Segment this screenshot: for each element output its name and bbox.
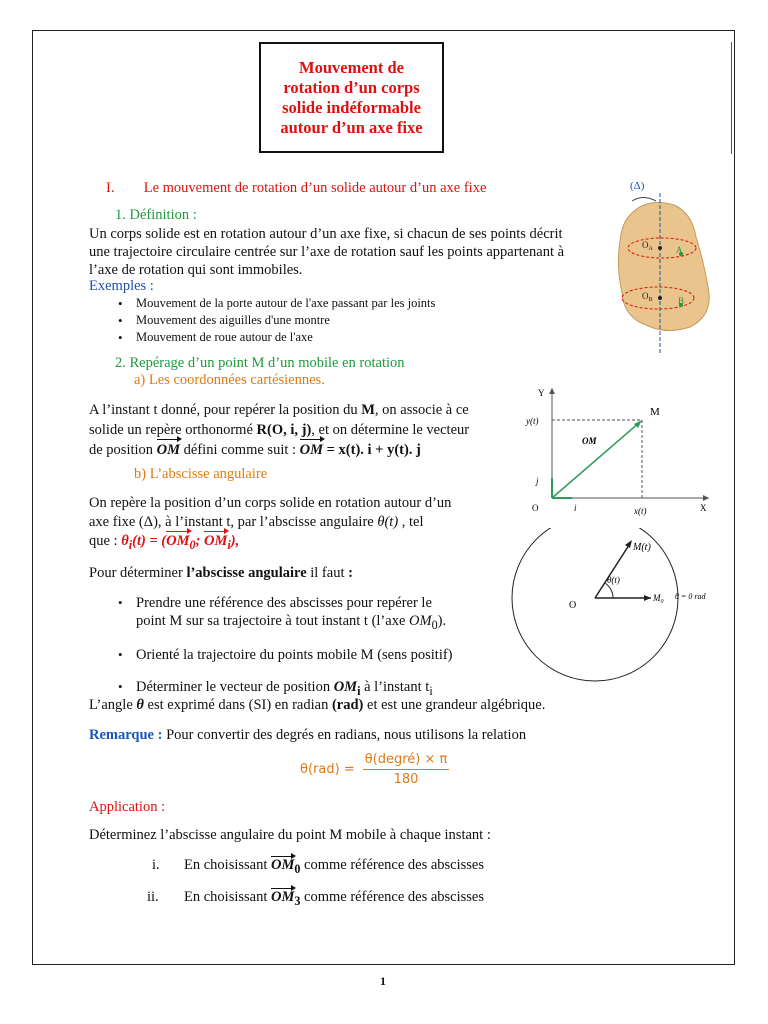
- cartesian-text: [89, 400, 504, 460]
- list-item: • Mouvement des aiguilles d'une montre: [114, 312, 435, 329]
- list-item: • Déterminer le vecteur de position $OM_i$ à l’instant $t_i$: [114, 678, 514, 700]
- steps-list: [114, 594, 514, 700]
- trajectory-circle: [512, 528, 678, 681]
- application-intro: Déterminez l’abscisse angulaire du point M mobile à chaque instant :: [89, 827, 491, 843]
- cartesian-line-2: solide un repère orthonormé R(O, i, j), et on détermine le vecteur: [89, 422, 470, 438]
- definition-line: l’axe de rotation qui sont immobiles.: [89, 262, 303, 278]
- angular-line-3: que : $\theta_i(t) = (OM_0$; $OM_i$),: [89, 533, 240, 552]
- section-heading: [106, 180, 486, 197]
- origin-label: O: [569, 600, 577, 611]
- mt-label: M(t): [633, 542, 651, 553]
- section-title: Le mouvement de rotation d’un solide autour d’un axe fixe: [143, 180, 487, 196]
- application-heading: Application :: [89, 799, 166, 815]
- cartesian-figure: [514, 380, 714, 520]
- list-item: • Prendre une référence des abscisses pour repérer le point M sur sa trajectoire à tout instant t (l’axe $OM_0$).: [114, 594, 514, 634]
- margin-rule: [731, 42, 732, 154]
- reperage-heading: 2. Repérage d’un point M d’un mobile en rotation: [115, 355, 405, 371]
- cartesian-heading: a) Les coordonnées cartésiennes.: [134, 372, 325, 388]
- angular-heading: b) L’abscisse angulaire: [134, 466, 268, 482]
- ob-label: $O_B$: [642, 291, 653, 303]
- theta0-label: θ = 0 rad: [675, 592, 706, 601]
- remarque-line: Remarque : Pour convertir des degrés en radians, nous utilisons la relation: [89, 727, 527, 743]
- angular-figure: [505, 528, 730, 688]
- cartesian-line-3: de position OM défini comme suit : OM = x(t). i + y(t). j: [89, 442, 421, 458]
- oa-label: $O_A$: [642, 240, 653, 252]
- point-m-label: M: [650, 406, 660, 418]
- m0-label: $M_0$: [653, 593, 664, 605]
- angular-line-2: axe fixe (Δ), à l’instant t, par l’abscisse angulaire θ(t) , tel: [89, 514, 424, 530]
- j-label: j: [536, 476, 539, 486]
- page-number: 1: [380, 974, 386, 988]
- rotation-arrow: [632, 198, 656, 202]
- formula-lhs: θ(rad) =: [300, 762, 355, 777]
- examples-list: [114, 295, 435, 346]
- cartesian-line-1: A l’instant t donné, pour repérer la position du M, on associe à ce: [89, 402, 469, 418]
- angle-unit-line: L’angle θ est exprimé dans (SI) en radian (rad) et est une grandeur algébrique.: [89, 697, 546, 713]
- list-item: • Mouvement de roue autour de l'axe: [114, 329, 435, 346]
- b-label: B: [678, 296, 685, 306]
- angle-arc: [605, 583, 613, 598]
- definition-text: [89, 225, 604, 279]
- application-item-i: i. En choisissant $OM_0$ comme référence des abscisses: [152, 857, 485, 876]
- examples-label: Exemples :: [89, 278, 154, 294]
- x-axis-label: X: [700, 503, 707, 513]
- definition-line: Un corps solide est en rotation autour d’un axe fixe, si chacun de ses points décrit: [89, 226, 563, 242]
- list-item: • Orienté la trajectoire du points mobile M (sens positif): [114, 646, 514, 664]
- formula-denominator: 180: [393, 772, 419, 787]
- definition-heading: 1. Définition :: [115, 207, 197, 223]
- a-label: A: [676, 245, 683, 255]
- list-item: • Mouvement de la porte autour de l'axe passant par les joints: [114, 295, 435, 312]
- application-item-ii: ii. En choisissant $OM_3$ comme référence des abscisses: [147, 889, 485, 908]
- definition-line: une trajectoire circulaire centrée sur l’axe de rotation sauf les points appartenant à: [89, 244, 565, 260]
- conversion-formula: [300, 752, 449, 787]
- axis-label: (Δ): [630, 180, 645, 192]
- solid-shape: [618, 203, 709, 331]
- rotating-solid-figure: [610, 175, 722, 355]
- angular-line-1: On repère la position d’un corps solide en rotation autour d’un: [89, 495, 452, 511]
- xt-label: x(t): [634, 506, 647, 516]
- i-label: i: [574, 503, 577, 513]
- pour-determiner: Pour déterminer l’abscisse angulaire il faut :: [89, 565, 353, 581]
- origin-label: O: [532, 503, 539, 513]
- center-oa: [658, 246, 662, 250]
- formula-numerator: θ(degré) × π: [363, 752, 450, 770]
- om-label: OM: [582, 436, 597, 446]
- page-title: Mouvement de rotation d’un corps solide indéformable autour d’un axe fixe: [280, 57, 423, 137]
- om-radius: [595, 542, 631, 598]
- theta-label: θ(t): [607, 575, 620, 585]
- y-axis-label: Y: [538, 388, 545, 398]
- section-number: I.: [106, 180, 115, 196]
- center-ob: [658, 296, 662, 300]
- om-vector: [552, 422, 640, 498]
- formula-fraction: [363, 752, 450, 787]
- yt-label: y(t): [526, 416, 539, 426]
- angular-text: [89, 494, 499, 555]
- title-box: [259, 42, 444, 153]
